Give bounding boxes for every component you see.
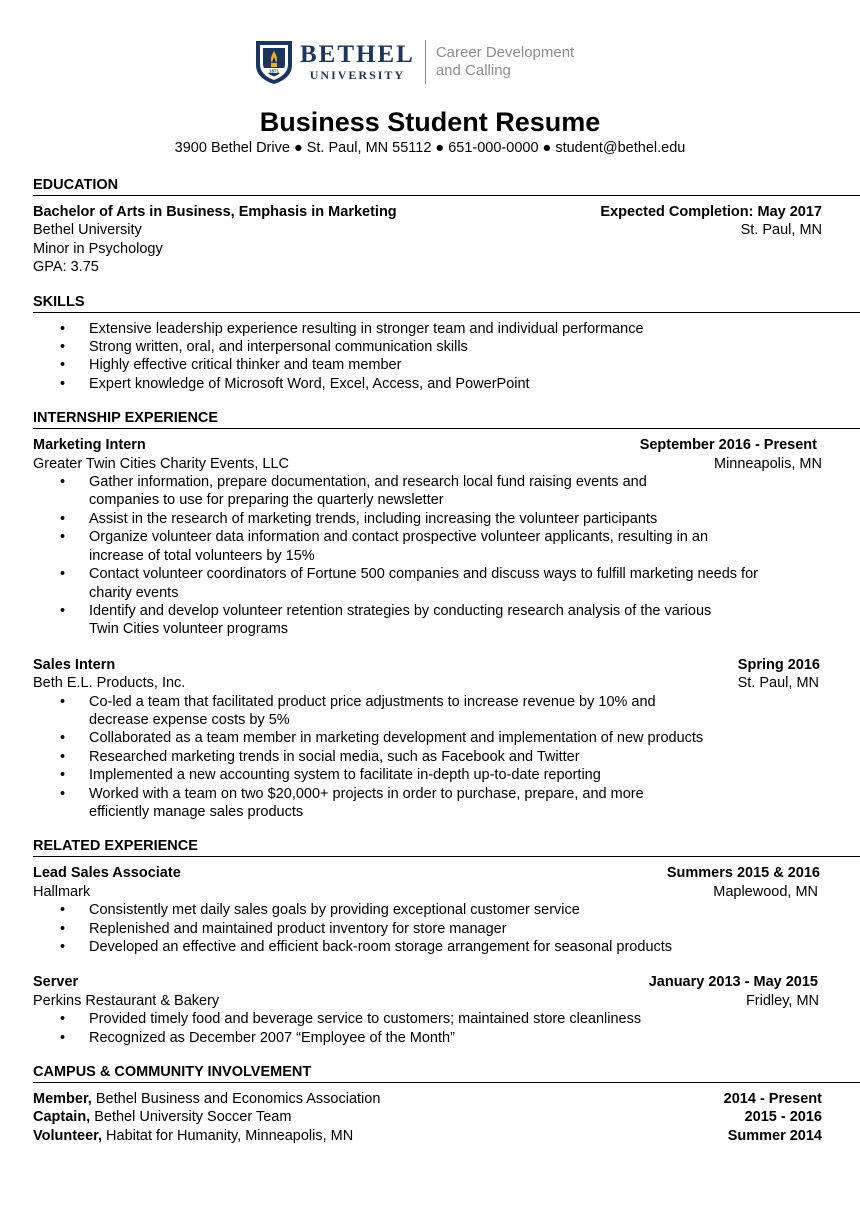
job-entry	[33, 864, 822, 956]
involvement-role: Captain,	[33, 1109, 91, 1126]
job-title: Lead Sales Associate	[33, 865, 181, 882]
job-dates: January 2013 - May 2015	[648, 974, 818, 991]
bethel-shield-icon	[254, 39, 294, 85]
job-org: Hallmark	[33, 883, 91, 900]
list-item: • Co-led a team that facilitated product price adjustments to increase revenue by 10% and decrease expense costs by 5%	[33, 693, 822, 730]
bethel-logo	[254, 38, 574, 86]
list-item: • Worked with a team on two $20,000+ projects in order to purchase, prepare, and more efficiently manage sales products	[33, 785, 822, 822]
involvement-desc: Habitat for Humanity, Minneapolis, MN	[102, 1127, 354, 1144]
list-item: • Replenished and maintained product inventory for store manager	[33, 920, 822, 938]
list-item: • Collaborated as a team member in marketing development and implementation of new products	[33, 729, 822, 747]
degree: Bachelor of Arts in Business, Emphasis in Marketing	[33, 204, 397, 220]
section-heading: RELATED EXPERIENCE	[33, 837, 860, 857]
job-org: Greater Twin Cities Charity Events, LLC	[33, 455, 289, 472]
involvement-row	[33, 1127, 822, 1145]
list-item: • Gather information, prepare documentation, and research local fund raising events and companies to use for preparing the quarterly newsletter	[33, 473, 822, 510]
job-bullets	[33, 1010, 822, 1047]
involvement-row	[33, 1090, 822, 1108]
dept-line-1: Career Development	[435, 44, 575, 61]
dept-line-2: and Calling	[435, 62, 511, 79]
bethel-wordmark	[300, 42, 415, 82]
school-name: Bethel University	[33, 222, 142, 239]
related-section	[33, 837, 822, 1047]
involvement-desc: Bethel University Soccer Team	[90, 1109, 292, 1126]
job-location: Fridley, MN	[745, 992, 819, 1009]
list-item: • Researched marketing trends in social media, such as Facebook and Twitter	[33, 748, 822, 766]
logo-name: BETHEL	[300, 41, 415, 68]
education-section	[33, 176, 822, 277]
list-item: • Provided timely food and beverage service to customers; maintained store cleanliness	[33, 1010, 822, 1028]
job-dates: September 2016 - Present	[639, 437, 817, 454]
job-bullets	[33, 901, 822, 956]
skills-list	[33, 320, 822, 394]
job-entry	[33, 436, 822, 638]
contact-line: 3900 Bethel Drive ● St. Paul, MN 55112 ● 651-000-0000 ● student@bethel.edu	[174, 140, 686, 156]
job-location: Maplewood, MN	[713, 883, 818, 900]
completion-date: Expected Completion: May 2017	[600, 204, 822, 220]
list-item: • Expert knowledge of Microsoft Word, Excel, Access, and PowerPoint	[33, 375, 822, 393]
list-item: • Highly effective critical thinker and team member	[33, 356, 822, 374]
campus-section	[33, 1063, 822, 1145]
school-location: St. Paul, MN	[740, 222, 822, 239]
job-location: Minneapolis, MN	[714, 455, 822, 472]
section-heading: EDUCATION	[33, 176, 860, 196]
section-heading: SKILLS	[33, 293, 860, 313]
logo-divider	[425, 40, 426, 84]
list-item: • Organize volunteer data information and contact prospective volunteer applicants, resulting in an increase of total volunteers by 15%	[33, 528, 822, 565]
job-entry	[33, 656, 822, 822]
section-heading: CAMPUS & COMMUNITY INVOLVEMENT	[33, 1063, 860, 1083]
job-dates: Spring 2016	[737, 656, 820, 673]
job-bullets	[33, 693, 822, 822]
list-item: • Developed an effective and efficient back-room storage arrangement for seasonal products	[33, 938, 822, 956]
list-item: • Strong written, oral, and interpersonal communication skills	[33, 338, 822, 356]
skills-section	[33, 293, 822, 394]
list-item: • Recognized as December 2007 “Employee of the Month”	[33, 1029, 822, 1047]
minor: Minor in Psychology	[33, 240, 163, 257]
dept-name	[436, 44, 574, 80]
job-title: Marketing Intern	[33, 437, 146, 454]
involvement-role: Volunteer,	[33, 1127, 103, 1144]
list-item: • Assist in the research of marketing trends, including increasing the volunteer participants	[33, 510, 822, 528]
logo-sub: UNIVERSITY	[309, 68, 406, 82]
job-location: St. Paul, MN	[737, 675, 819, 692]
list-item: • Implemented a new accounting system to facilitate in-depth up-to-date reporting	[33, 766, 822, 784]
list-item: • Consistently met daily sales goals by providing exceptional customer service	[33, 901, 822, 919]
internship-section	[33, 409, 822, 821]
section-heading: INTERNSHIP EXPERIENCE	[33, 409, 860, 429]
involvement-row	[33, 1108, 822, 1126]
resume-title: Business Student Resume	[259, 107, 601, 137]
involvement-role: Member,	[33, 1091, 92, 1108]
logo-year: 1871	[268, 68, 280, 74]
job-entry	[33, 973, 822, 1047]
involvement-dates: Summer 2014	[727, 1127, 822, 1144]
involvement-dates: 2015 - 2016	[744, 1109, 822, 1126]
gpa: GPA: 3.75	[33, 259, 99, 276]
job-dates: Summers 2015 & 2016	[666, 865, 820, 882]
job-org: Perkins Restaurant & Bakery	[33, 992, 220, 1009]
list-item: • Identify and develop volunteer retention strategies by conducting research analysis of the various Twin Cities volunteer programs	[33, 602, 822, 639]
job-title: Sales Intern	[33, 656, 116, 673]
job-title: Server	[33, 974, 79, 991]
job-org: Beth E.L. Products, Inc.	[33, 675, 186, 692]
list-item: • Contact volunteer coordinators of Fortune 500 companies and discuss ways to fulfill marketing needs for charity events	[33, 565, 822, 602]
list-item: • Extensive leadership experience resulting in stronger team and individual performance	[33, 320, 822, 338]
involvement-desc: Bethel Business and Economics Association	[91, 1091, 381, 1108]
involvement-dates: 2014 - Present	[723, 1091, 822, 1108]
resume-body	[33, 176, 822, 1161]
job-bullets	[33, 473, 822, 639]
